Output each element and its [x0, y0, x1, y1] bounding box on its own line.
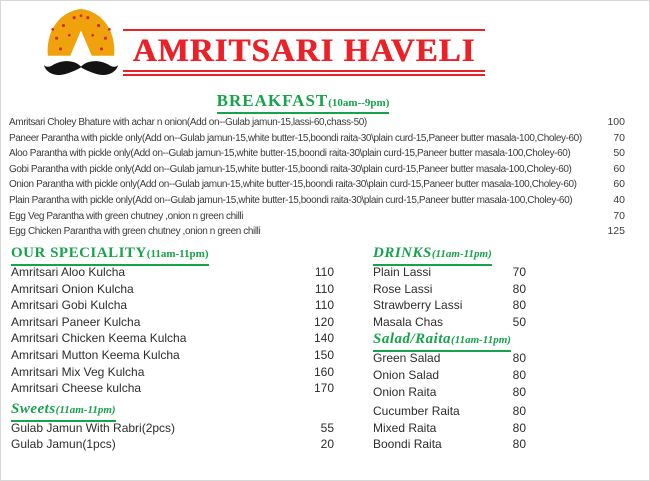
- menu-item-row: [11, 314, 334, 331]
- menu-item-price: 150: [313, 347, 334, 362]
- menu-item-row: [9, 131, 625, 147]
- sweets-hours: (11am-11pm): [55, 403, 116, 416]
- menu-item-name: Plain Parantha with pickle only(Add on--Gulab jamun-15,white butter-15,boondi raita-30\plain curd-15,Paneer butter masala-100,Choley-60): [9, 194, 573, 206]
- menu-item-name: Amritsari Mix Veg Kulcha: [11, 364, 145, 379]
- menu-item-price: 20: [320, 437, 334, 452]
- sweets-title: Sweets: [11, 400, 56, 417]
- salad-raita-heading: [373, 330, 526, 350]
- menu-item-name: Mixed Raita: [373, 420, 437, 435]
- menu-item-price: 170: [313, 381, 334, 396]
- menu-item-name: Egg Chicken Parantha with green chutney ,onion n green chilli: [9, 226, 261, 238]
- menu-item-row: [11, 364, 334, 381]
- menu-item-row: [9, 193, 625, 209]
- menu-item-row: [373, 436, 526, 453]
- menu-item-name: Amritsari Gobi Kulcha: [11, 298, 128, 313]
- menu-item-row: [9, 209, 625, 225]
- breakfast-hours: (10am--9pm): [328, 97, 390, 109]
- menu-item-row: [11, 420, 334, 437]
- menu-item-name: Plain Lassi: [373, 265, 432, 279]
- turban-mustache-icon: [37, 6, 125, 86]
- menu-item-price: 110: [314, 281, 334, 296]
- left-column: [11, 244, 334, 453]
- menu-item-price: 70: [613, 131, 625, 144]
- title-overline: [123, 29, 485, 31]
- menu-item-name: Paneer Parantha with pickle only(Add on--Gulab jamun-15,white butter-15,boondi raita-30\plain curd-15,Paneer butter masala-100,Choley-60): [9, 132, 582, 144]
- menu-item-row: [373, 264, 526, 281]
- menu-item-name: Gulab Jamun With Rabri(2pcs): [11, 420, 176, 435]
- breakfast-list: [9, 115, 625, 240]
- menu-item-name: Aloo Parantha with pickle only(Add on--Gulab jamun-15,white butter-15,boondi raita-30\plain curd-15,Paneer butter masala-100,Choley-60): [9, 148, 571, 160]
- menu-item-price: 100: [607, 116, 625, 128]
- salad-raita-hours: (11am-11pm): [451, 334, 511, 347]
- menu-item-row: [11, 297, 334, 314]
- menu-item-row: [9, 224, 625, 240]
- menu-item-name: Amritsari Choley Bhature with achar n onion(Add on--Gulab jamun-15,lassi-60,chass-50): [9, 117, 367, 128]
- menu-item-name: Green Salad: [373, 351, 441, 366]
- menu-item-price: 80: [512, 298, 526, 313]
- sweets-list: [11, 420, 334, 453]
- menu-item-name: Gobi Parantha with pickle only(Add on--Gulab jamun-15,white butter-15,boondi raita-30\plain curd-15,Paneer butter masala-100,Choley-60): [9, 163, 572, 175]
- menu-item-name: Amritsari Aloo Kulcha: [11, 265, 126, 279]
- menu-item-row: [373, 420, 526, 437]
- menu-item-row: [9, 177, 625, 193]
- speciality-heading: [11, 244, 334, 264]
- menu-item-row: [9, 115, 625, 131]
- right-column: [373, 244, 526, 453]
- menu-item-name: Amritsari Paneer Kulcha: [11, 314, 141, 329]
- menu-item-price: 70: [613, 209, 625, 222]
- menu-item-name: Amritsari Chicken Keema Kulcha: [11, 331, 187, 346]
- menu-item-name: Rose Lassi: [373, 281, 433, 296]
- menu-item-name: Strawberry Lassi: [373, 298, 463, 313]
- drinks-hours: (11am-11pm): [431, 248, 492, 260]
- menu-item-name: Amritsari Cheese kulcha: [11, 381, 142, 396]
- menu-item-name: Cucumber Raita: [373, 404, 460, 419]
- menu-item-price: 55: [320, 420, 334, 435]
- title-block: [123, 29, 485, 78]
- menu-item-row: [9, 146, 625, 162]
- menu-item-price: 80: [512, 384, 526, 399]
- menu-item-name: Boondi Raita: [373, 437, 442, 452]
- menu-item-name: Amritsari Mutton Keema Kulcha: [11, 347, 180, 362]
- menu-item-price: 80: [512, 367, 526, 382]
- menu-item-price: 110: [314, 265, 334, 279]
- menu-item-row: [373, 281, 526, 298]
- menu-item-name: Masala Chas: [373, 314, 444, 329]
- menu-item-row: [11, 347, 334, 364]
- menu-item-row: [373, 314, 526, 331]
- restaurant-name: AMRITSARI HAVELI: [132, 33, 476, 69]
- menu-item-row: [373, 297, 526, 314]
- menu-item-name: Amritsari Onion Kulcha: [11, 281, 134, 296]
- menu-item-row: [9, 162, 625, 178]
- drinks-list: [373, 264, 526, 330]
- menu-item-price: 125: [607, 225, 625, 238]
- menu-item-row: [11, 436, 334, 453]
- restaurant-logo: [37, 6, 125, 86]
- menu-item-row: [11, 330, 334, 347]
- mustache-icon: [44, 61, 118, 75]
- breakfast-heading: [0, 91, 627, 114]
- speciality-hours: (11am-11pm): [146, 248, 209, 260]
- salad-raita-title: Salad/Raita: [373, 331, 452, 348]
- menu-item-name: Onion Salad: [373, 367, 440, 382]
- speciality-list: [11, 264, 334, 397]
- menu-item-row: [373, 403, 526, 420]
- menu-item-name: Egg Veg Parantha with green chutney ,onion n green chilli: [9, 210, 244, 222]
- menu-item-row: [11, 264, 334, 281]
- menu-item-row: [373, 350, 526, 367]
- menu-item-row: [11, 281, 334, 298]
- menu-item-name: Onion Parantha with pickle only(Add on--Gulab jamun-15,white butter-15,boondi raita-30\plain curd-15,Paneer butter masala-100,Choley-60): [9, 179, 577, 191]
- menu-item-price: 40: [613, 193, 625, 206]
- menu-item-price: 80: [512, 420, 526, 435]
- menu-item-price: 110: [314, 298, 334, 313]
- menu-item-price: 50: [613, 147, 625, 160]
- menu-item-row: [373, 384, 526, 401]
- menu-item-price: 60: [613, 162, 625, 175]
- menu-item-price: 120: [313, 314, 334, 329]
- speciality-title: OUR SPECIALITY: [11, 245, 147, 261]
- menu-item-row: [373, 367, 526, 384]
- drinks-title: DRINKS: [373, 245, 432, 261]
- title-underline: [123, 70, 485, 76]
- menu-item-name: Gulab Jamun(1pcs): [11, 437, 116, 452]
- breakfast-title: BREAKFAST: [216, 91, 329, 110]
- menu-item-price: 70: [512, 265, 526, 279]
- salad-raita-list: [373, 350, 526, 453]
- menu-item-price: 140: [313, 331, 334, 346]
- menu-item-price: 80: [512, 351, 526, 366]
- sweets-heading: [11, 400, 334, 420]
- menu-item-row: [11, 380, 334, 397]
- menu-item-name: Onion Raita: [373, 384, 437, 399]
- menu-item-price: 60: [613, 178, 625, 191]
- menu-item-price: 50: [512, 314, 526, 329]
- drinks-heading: [373, 244, 526, 264]
- menu-item-price: 80: [512, 281, 526, 296]
- menu-item-price: 160: [313, 364, 334, 379]
- menu-item-price: 80: [512, 437, 526, 452]
- menu-item-price: 80: [512, 404, 526, 419]
